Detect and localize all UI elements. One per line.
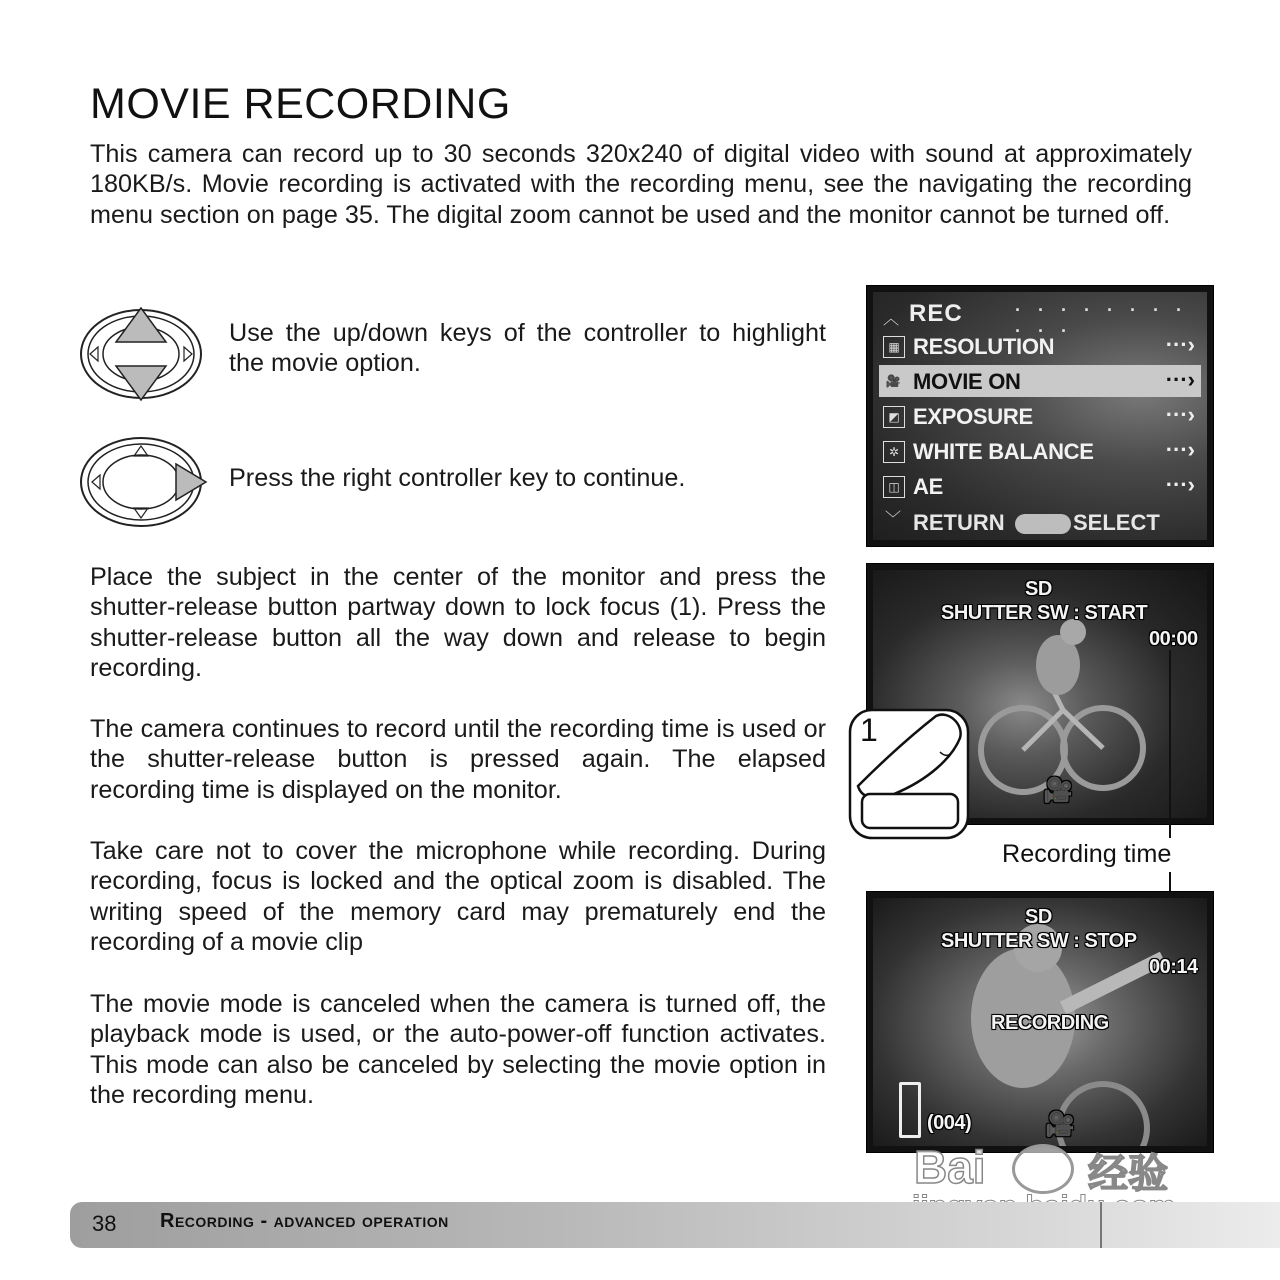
menu-item-ae <box>879 470 1201 502</box>
arrow-right-icon: ···› <box>1165 402 1195 427</box>
arrow-right-icon: ···› <box>1165 437 1195 462</box>
storage-label: SD <box>1025 906 1052 928</box>
menu-item-movie-on <box>879 365 1201 397</box>
menu-item-exposure <box>879 400 1201 432</box>
controller-up-down-icon <box>78 306 204 402</box>
storage-label: SD <box>1025 578 1052 600</box>
white-balance-icon: ✲ <box>883 441 905 463</box>
movie-camera-icon: 🎥 <box>885 374 901 388</box>
recording-status: RECORDING <box>991 1012 1109 1034</box>
battery-icon <box>899 1082 921 1138</box>
menu-item-white-balance <box>879 435 1201 467</box>
ae-icon: ◫ <box>883 476 905 498</box>
menu-footer-return: RETURN <box>913 510 1005 535</box>
section-title: Recording - advanced operation <box>160 1210 449 1232</box>
arrow-right-icon: ···› <box>1165 332 1195 357</box>
menu-item-resolution <box>879 330 1201 362</box>
paw-icon <box>1012 1144 1074 1194</box>
menu-footer-select: SELECT <box>1073 510 1160 535</box>
recording-time-start: 00:00 <box>1149 628 1198 650</box>
recording-time-stop: 00:14 <box>1149 956 1198 978</box>
chevron-up-icon: ︿ <box>883 311 900 328</box>
step-1-text: Use the up/down keys of the controller to highlight the movie option. <box>229 319 826 378</box>
menu-item-label: RESOLUTION <box>913 334 1055 359</box>
controller-pill-icon <box>1015 514 1071 534</box>
shutter-status: SHUTTER SW : START <box>941 602 1148 624</box>
intro-paragraph: This camera can record up to 30 seconds 320x240 of digital video with sound at approximately 180KB/s. Movie recording is activated with the recording menu, see the navigating the recording menu section on page 35. The digital zoom cannot be used and the monitor cannot be turned off. <box>90 140 1192 229</box>
rec-menu-screen <box>866 285 1214 547</box>
chevron-down-icon: ﹀ <box>885 511 902 528</box>
movie-stop-screen <box>866 891 1214 1153</box>
page-title: MOVIE RECORDING <box>90 80 511 128</box>
arrow-right-icon: ···› <box>1165 472 1195 497</box>
paragraph-microphone: Take care not to cover the microphone while recording. During recording, focus is locked and the optical zoom is disabled. The writing speed of the memory card may prematurely end the recording of a movie clip <box>90 837 826 957</box>
frame-counter: (004) <box>927 1112 972 1134</box>
paragraph-cancel: The movie mode is canceled when the camera is turned off, the playback mode is used, or the auto-power-off function activates. This mode can also be canceled by selecting the movie option in the recording menu. <box>90 990 826 1110</box>
paragraph-focus: Place the subject in the center of the monitor and press the shutter-release button partway down to lock focus (1). Press the shutter-release button all the way down and release to begin recording. <box>90 563 826 683</box>
step-2-text: Press the right controller key to continue. <box>229 464 686 492</box>
cyclist-photo-closeup <box>873 898 1207 1146</box>
menu-item-label: AE <box>913 474 943 499</box>
watermark-brand: Bai <box>914 1141 986 1193</box>
leader-line-top <box>1169 650 1171 838</box>
watermark-suffix: 经验 <box>1088 1152 1168 1196</box>
menu-item-label: EXPOSURE <box>913 404 1033 429</box>
recording-time-caption: Recording time <box>1002 840 1172 868</box>
page-number: 38 <box>92 1211 117 1236</box>
menu-tab-dots: · · · · · · · · · · · <box>1015 300 1188 341</box>
footer-divider <box>1100 1202 1102 1248</box>
menu-title: REC <box>909 300 963 327</box>
controller-right-icon <box>78 434 208 530</box>
arrow-right-icon: ···› <box>1165 367 1195 392</box>
callout-number: 1 <box>860 712 878 748</box>
exposure-icon: ◩ <box>883 406 905 428</box>
movie-camera-icon: 🎥 <box>1045 1111 1075 1138</box>
paragraph-recording: The camera continues to record until the recording time is used or the shutter-release button is pressed again. The elapsed recording time is displayed on the monitor. <box>90 715 826 804</box>
shutter-status: SHUTTER SW : STOP <box>941 930 1137 952</box>
menu-item-label: WHITE BALANCE <box>913 439 1094 464</box>
menu-item-label: MOVIE ON <box>913 369 1021 394</box>
movie-camera-icon: 🎥 <box>1043 777 1073 804</box>
resolution-icon: ▦ <box>883 336 905 358</box>
